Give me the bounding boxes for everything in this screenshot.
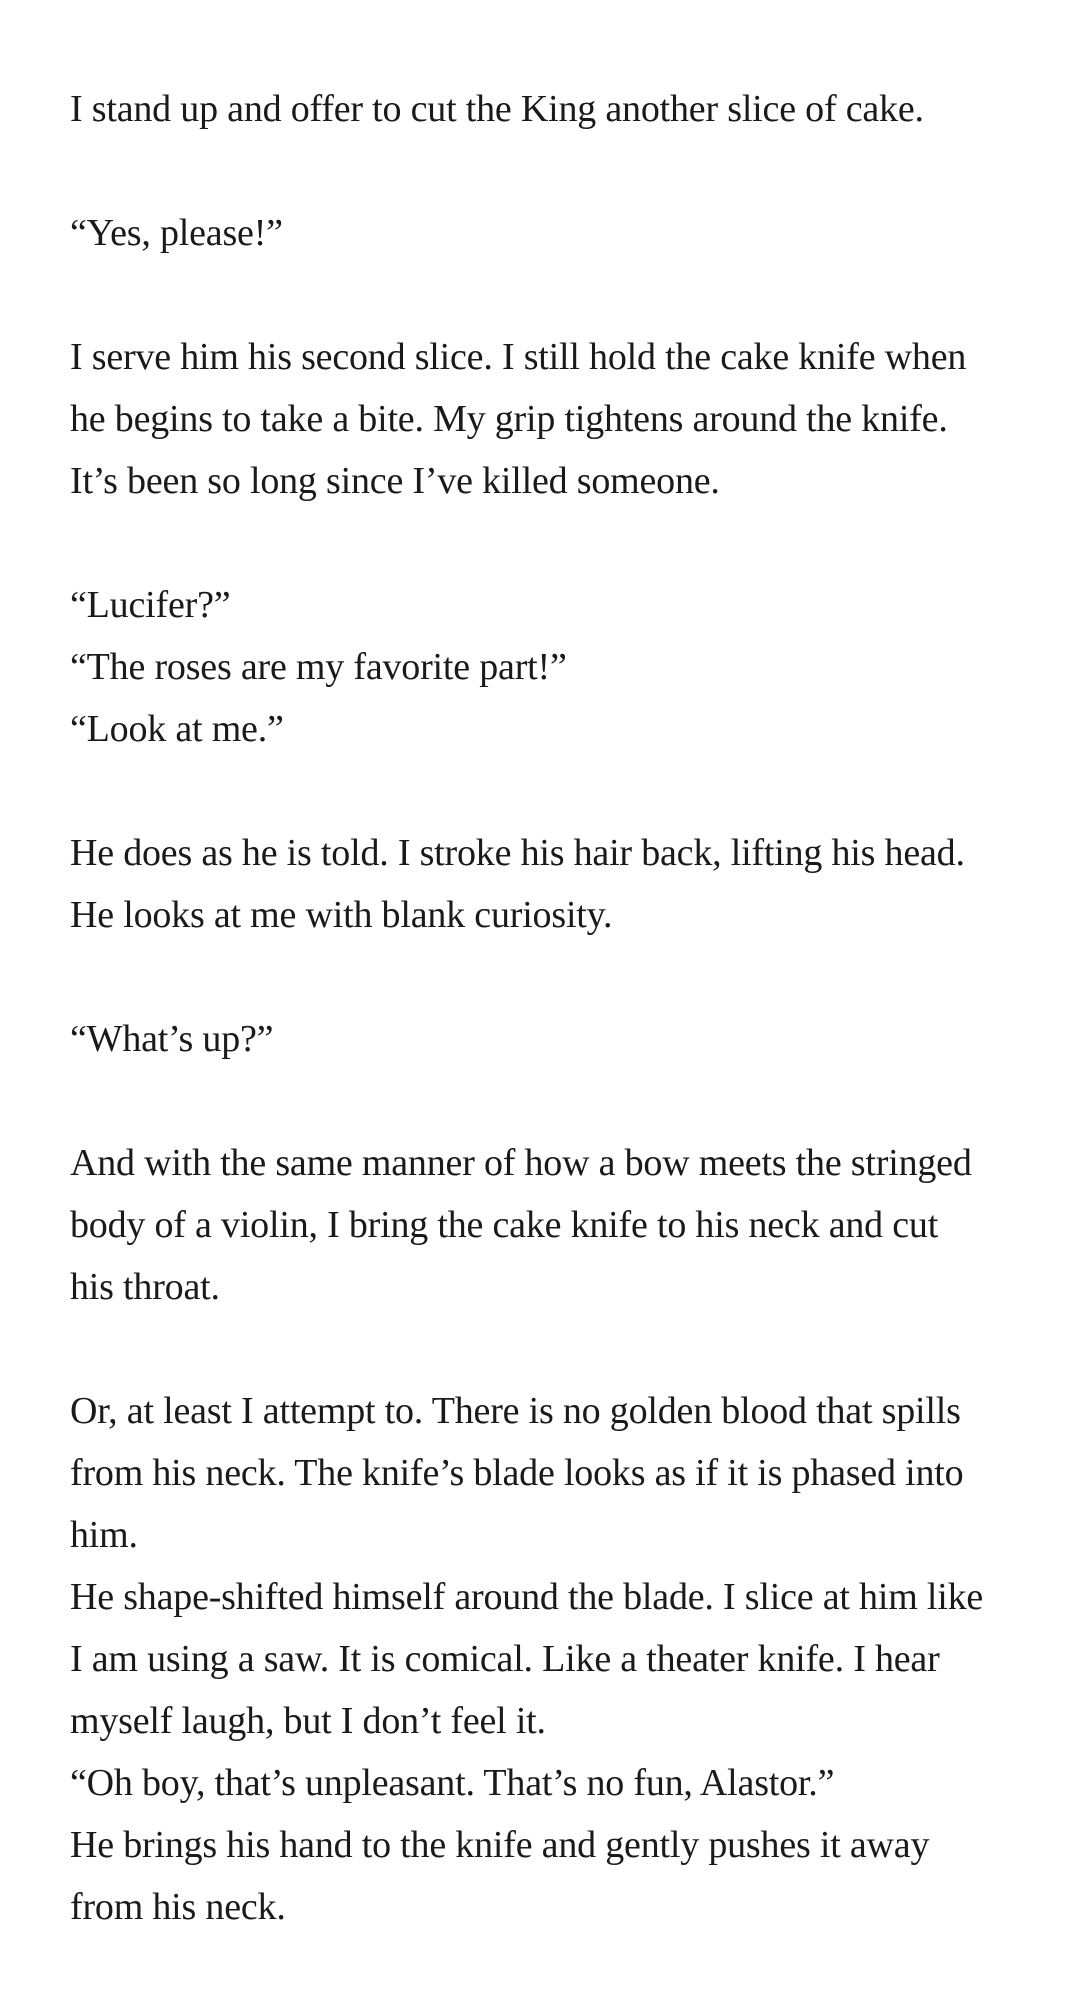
story-line: He shape-shifted himself around the blade. I slice at him like bbox=[70, 1576, 984, 1618]
blank-line bbox=[70, 1318, 1030, 1380]
story-line: He brings his hand to the knife and gently pushes it away bbox=[70, 1824, 930, 1866]
story-line: body of a violin, I bring the cake knife to his neck and cut bbox=[70, 1204, 939, 1246]
story-line: “Yes, please!” bbox=[70, 212, 283, 254]
blank-line bbox=[70, 264, 1030, 326]
story-line: I serve him his second slice. I still hold the cake knife when bbox=[70, 336, 967, 378]
blank-line bbox=[70, 760, 1030, 822]
blank-line bbox=[70, 140, 1030, 202]
story-line: from his neck. bbox=[70, 1886, 286, 1928]
story-line: his throat. bbox=[70, 1266, 220, 1308]
story-line: myself laugh, but I don’t feel it. bbox=[70, 1700, 546, 1742]
story-line: It’s been so long since I’ve killed someone. bbox=[70, 460, 720, 502]
story-line: “The roses are my favorite part!” bbox=[70, 646, 567, 688]
blank-line bbox=[70, 946, 1030, 1008]
story-text bbox=[70, 78, 1030, 1938]
story-line: And with the same manner of how a bow meets the stringed bbox=[70, 1142, 972, 1184]
story-line: Or, at least I attempt to. There is no golden blood that spills bbox=[70, 1390, 961, 1432]
story-line: “What’s up?” bbox=[70, 1018, 274, 1060]
story-line: I am using a saw. It is comical. Like a theater knife. I hear bbox=[70, 1638, 940, 1680]
story-line: He does as he is told. I stroke his hair back, lifting his head. bbox=[70, 832, 965, 874]
story-line: “Lucifer?” bbox=[70, 584, 231, 626]
story-line: he begins to take a bite. My grip tightens around the knife. bbox=[70, 398, 948, 440]
story-line: him. bbox=[70, 1514, 138, 1556]
story-line: from his neck. The knife’s blade looks as if it is phased into bbox=[70, 1452, 964, 1494]
blank-line bbox=[70, 512, 1030, 574]
story-line: I stand up and offer to cut the King another slice of cake. bbox=[70, 88, 924, 130]
story-line: “Look at me.” bbox=[70, 708, 284, 750]
blank-line bbox=[70, 1070, 1030, 1132]
story-line: “Oh boy, that’s unpleasant. That’s no fun, Alastor.” bbox=[70, 1762, 835, 1804]
story-line: He looks at me with blank curiosity. bbox=[70, 894, 613, 936]
